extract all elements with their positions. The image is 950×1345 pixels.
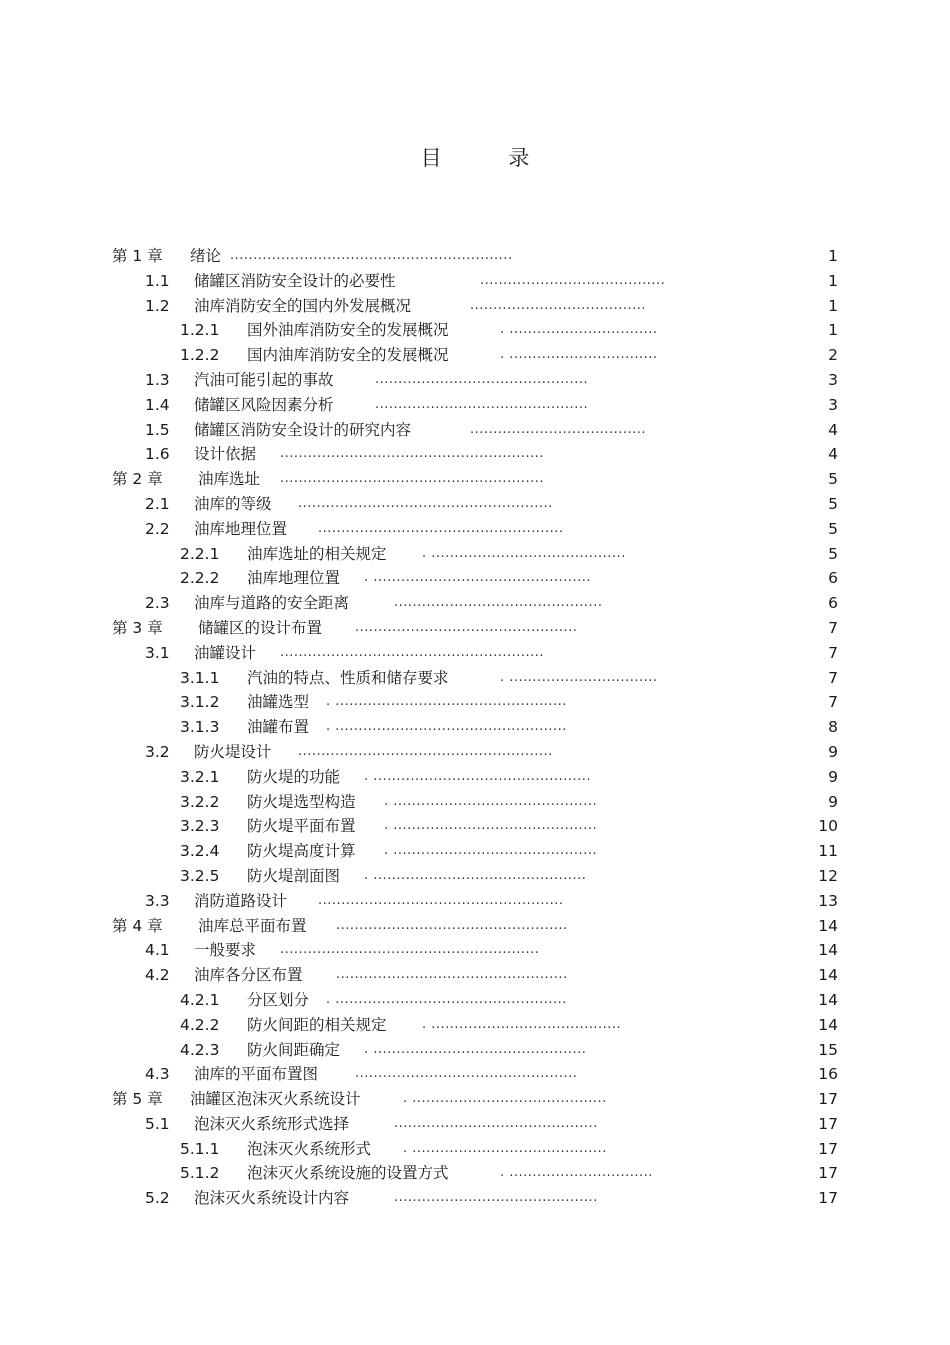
toc-entry-page: 1 <box>828 321 838 340</box>
toc-entry[interactable] <box>0 864 950 889</box>
toc-entry-page: 5 <box>828 519 838 538</box>
toc-entry-number: 4.2.1 <box>180 990 220 1009</box>
toc-entry-number: 1.5 <box>145 420 170 439</box>
toc-entry-title: 储罐区消防安全设计的必要性 <box>194 271 396 290</box>
toc-entry-number: 1.6 <box>145 445 170 464</box>
toc-entry-title: 油罐布置 <box>247 718 310 737</box>
toc-entry-page: 17 <box>818 1164 838 1183</box>
toc-entry-page: 6 <box>828 569 838 588</box>
toc-entry-number: 2.3 <box>145 594 170 613</box>
toc-entry[interactable] <box>0 1087 950 1112</box>
toc-entry-page: 14 <box>818 941 838 960</box>
toc-entry[interactable] <box>0 1038 950 1063</box>
toc-entry-page: 11 <box>818 842 838 861</box>
toc-entry-title: 汽油可能引起的事故 <box>194 370 334 389</box>
toc-entry-page: 3 <box>828 395 838 414</box>
toc-entry-number: 5.1.1 <box>180 1139 220 1158</box>
toc-entry-page: 17 <box>818 1189 838 1208</box>
toc-entry-title: 泡沫灭火系统形式 <box>247 1139 372 1158</box>
toc-dot-leader: ......................................................... <box>280 471 545 487</box>
toc-dot-leader: . ................................ <box>500 669 658 685</box>
toc-entry[interactable] <box>0 1112 950 1137</box>
toc-entry[interactable] <box>0 542 950 567</box>
toc-entry-page: 7 <box>828 618 838 637</box>
toc-entry-page: 8 <box>828 718 838 737</box>
toc-entry-title: 国内油库消防安全的发展概况 <box>247 346 449 365</box>
toc-entry-title: 油库与道路的安全距离 <box>194 594 350 613</box>
toc-entry-page: 6 <box>828 594 838 613</box>
toc-dot-leader: . ............................... <box>500 1165 653 1181</box>
toc-entry-number: 2.2.1 <box>180 544 220 563</box>
toc-entry-title: 油库地理位置 <box>194 519 288 538</box>
toc-entry-number: 3.1.1 <box>180 668 220 687</box>
toc-entry[interactable] <box>0 889 950 914</box>
toc-entry-page: 1 <box>828 271 838 290</box>
toc-dot-leader: .............................................. <box>375 371 589 387</box>
toc-entry-page: 9 <box>828 742 838 761</box>
toc-entry-page: 17 <box>818 1114 838 1133</box>
toc-entry[interactable] <box>0 591 950 616</box>
toc-entry[interactable] <box>0 666 950 691</box>
toc-entry[interactable] <box>0 963 950 988</box>
toc-entry[interactable] <box>0 715 950 740</box>
toc-entry-title: 防火堤剖面图 <box>247 866 341 885</box>
toc-entry-title: 油罐区泡沫灭火系统设计 <box>190 1090 361 1109</box>
toc-dot-leader: ........................................ <box>480 272 666 288</box>
toc-entry-page: 14 <box>818 1015 838 1034</box>
toc-entry[interactable] <box>0 566 950 591</box>
toc-entry-title: 储罐区的设计布置 <box>198 618 323 637</box>
toc-entry-number: 2.2 <box>145 519 170 538</box>
toc-entry[interactable] <box>0 616 950 641</box>
toc-entry-number: 4.3 <box>145 1065 170 1084</box>
toc-entry-page: 16 <box>818 1065 838 1084</box>
toc-dot-leader: . ............................................ <box>384 818 598 834</box>
toc-entry-number: 3.2.5 <box>180 866 220 885</box>
toc-entry-page: 4 <box>828 445 838 464</box>
toc-entry-title: 油库消防安全的国内外发展概况 <box>194 296 412 315</box>
toc-dot-leader: . ............................................... <box>364 768 591 784</box>
toc-dot-leader: . ............................................ <box>384 793 598 809</box>
toc-dot-leader: ............................................ <box>394 1115 598 1131</box>
toc-dot-leader: ...................................... <box>470 421 647 437</box>
toc-entry-title: 消防道路设计 <box>194 891 288 910</box>
toc-dot-leader: . ............................................... <box>364 570 591 586</box>
toc-entry-number: 第 3 章 <box>112 618 163 637</box>
toc-entry-page: 5 <box>828 544 838 563</box>
toc-entry[interactable] <box>0 294 950 319</box>
toc-entry-number: 4.2 <box>145 966 170 985</box>
toc-dot-leader: . .................................................. <box>326 719 567 735</box>
toc-entry-page: 4 <box>828 420 838 439</box>
toc-entry[interactable] <box>0 442 950 467</box>
toc-entry-title: 储罐区消防安全设计的研究内容 <box>194 420 412 439</box>
toc-dot-leader: ..................................................... <box>318 520 564 536</box>
toc-entry-number: 3.2 <box>145 742 170 761</box>
toc-dot-leader: . .......................................... <box>403 1140 607 1156</box>
toc-entry-title: 油库各分区布置 <box>194 966 303 985</box>
toc-entry[interactable] <box>0 988 950 1013</box>
toc-entry-number: 3.3 <box>145 891 170 910</box>
toc-dot-leader: .................................................. <box>336 917 568 933</box>
toc-dot-leader: ............................................. <box>394 595 603 611</box>
toc-entry[interactable] <box>0 418 950 443</box>
toc-entry-number: 1.2.1 <box>180 321 220 340</box>
toc-dot-leader: ............................................................. <box>230 248 513 263</box>
toc-entry-number: 第 1 章 <box>112 247 163 265</box>
toc-entry-title: 一般要求 <box>194 941 257 960</box>
toc-entry-title: 油罐设计 <box>194 643 257 662</box>
toc-entry-title: 绪论 <box>190 247 222 265</box>
toc-entry[interactable] <box>0 318 950 343</box>
toc-entry[interactable] <box>0 814 950 839</box>
toc-entry[interactable] <box>0 517 950 542</box>
toc-entry-page: 13 <box>818 891 838 910</box>
toc-dot-leader: . ......................................... <box>422 1016 622 1032</box>
toc-entry-page: 14 <box>818 966 838 985</box>
toc-entry-number: 3.2.3 <box>180 817 220 836</box>
toc-dot-leader: ............................................ <box>394 1190 598 1206</box>
toc-entry-number: 3.1.3 <box>180 718 220 737</box>
toc-entry-title: 国外油库消防安全的发展概况 <box>247 321 449 340</box>
toc-entry[interactable] <box>0 393 950 418</box>
toc-entry-page: 3 <box>828 370 838 389</box>
toc-entry[interactable] <box>0 368 950 393</box>
toc-entry-title: 防火堤设计 <box>194 742 272 761</box>
toc-entry-number: 4.2.2 <box>180 1015 220 1034</box>
toc-entry-title: 防火堤平面布置 <box>247 817 356 836</box>
toc-entry[interactable] <box>0 1062 950 1087</box>
toc-dot-leader: . ................................ <box>500 322 658 338</box>
toc-entry-number: 1.2.2 <box>180 346 220 365</box>
toc-entry[interactable] <box>0 1186 950 1211</box>
toc-entry-page: 9 <box>828 767 838 786</box>
toc-dot-leader: ..................................................... <box>318 892 564 908</box>
toc-entry[interactable] <box>0 1013 950 1038</box>
toc-entry-page: 5 <box>828 494 838 513</box>
toc-entry[interactable] <box>0 839 950 864</box>
toc-dot-leader: ....................................................... <box>298 743 553 759</box>
toc-entry-page: 5 <box>828 470 838 489</box>
toc-entry[interactable] <box>0 641 950 666</box>
toc-entry-title: 油库的平面布置图 <box>194 1065 319 1084</box>
toc-entry-title: 防火间距的相关规定 <box>247 1015 387 1034</box>
toc-entry-number: 4.1 <box>145 941 170 960</box>
toc-entry-page: 10 <box>818 817 838 836</box>
toc-dot-leader: . ............................................ <box>384 843 598 859</box>
toc-entry-page: 7 <box>828 643 838 662</box>
toc-entry[interactable] <box>0 1161 950 1186</box>
toc-entry-number: 第 4 章 <box>112 916 163 935</box>
toc-dot-leader: . .......................................... <box>403 1091 607 1107</box>
toc-entry-number: 3.2.1 <box>180 767 220 786</box>
toc-entry-page: 7 <box>828 668 838 687</box>
toc-entry-title: 油库总平面布置 <box>198 916 307 935</box>
toc-entry-title: 油库选址的相关规定 <box>247 544 387 563</box>
toc-entry-number: 1.1 <box>145 271 170 290</box>
toc-dot-leader: ........................................................ <box>280 942 540 958</box>
toc-entry-number: 1.3 <box>145 370 170 389</box>
toc-dot-leader: ....................................................... <box>298 495 553 511</box>
toc-entry-number: 第 2 章 <box>112 470 163 489</box>
toc-entry-title: 防火堤的功能 <box>247 767 341 786</box>
toc-entry[interactable] <box>0 467 950 492</box>
toc-entry-title: 设计依据 <box>194 445 257 464</box>
toc-entry[interactable] <box>0 492 950 517</box>
toc-entry-title: 防火间距确定 <box>247 1040 341 1059</box>
toc-entry[interactable] <box>0 690 950 715</box>
toc-entry-page: 14 <box>818 916 838 935</box>
toc-entry-title: 油库选址 <box>198 470 261 489</box>
toc-entry-number: 2.2.2 <box>180 569 220 588</box>
toc-entry-title: 油库的等级 <box>194 494 272 513</box>
toc-entry-number: 4.2.3 <box>180 1040 220 1059</box>
toc-entry-page: 14 <box>818 990 838 1009</box>
toc-dot-leader: ......................................................... <box>280 446 545 462</box>
toc-entry[interactable] <box>0 938 950 963</box>
toc-entry-number: 1.4 <box>145 395 170 414</box>
toc-entry-number: 3.1 <box>145 643 170 662</box>
toc-dot-leader: ...................................... <box>470 297 647 313</box>
toc-dot-leader: . .............................................. <box>364 1041 587 1057</box>
toc-entry-page: 9 <box>828 792 838 811</box>
toc-entry-title: 油罐选型 <box>247 693 310 712</box>
toc-entry-page: 17 <box>818 1090 838 1109</box>
toc-dot-leader: ......................................................... <box>280 644 545 660</box>
toc-entry-title: 泡沫灭火系统形式选择 <box>194 1114 350 1133</box>
toc-entry[interactable] <box>0 790 950 815</box>
toc-entry-title: 油库地理位置 <box>247 569 341 588</box>
page-title: 目 录 <box>420 146 560 170</box>
toc-entry-number: 5.1.2 <box>180 1164 220 1183</box>
toc-entry-page: 17 <box>818 1139 838 1158</box>
toc-entry-number: 5.2 <box>145 1189 170 1208</box>
toc-entry-page: 15 <box>818 1040 838 1059</box>
toc-entry-title: 储罐区风险因素分析 <box>194 395 334 414</box>
toc-entry-title: 汽油的特点、性质和储存要求 <box>247 668 449 687</box>
toc-entry-title: 泡沫灭火系统设计内容 <box>194 1189 350 1208</box>
toc-entry-number: 3.2.2 <box>180 792 220 811</box>
toc-dot-leader: .............................................. <box>375 396 589 412</box>
toc-entry-page: 1 <box>828 247 838 265</box>
toc-dot-leader: ................................................ <box>355 619 578 635</box>
toc-dot-leader: . ................................ <box>500 347 658 363</box>
toc-dot-leader: . .............................................. <box>364 867 587 883</box>
toc-dot-leader: . .................................................. <box>326 694 567 710</box>
toc-entry-title: 泡沫灭火系统设施的设置方式 <box>247 1164 449 1183</box>
toc-entry-number: 3.2.4 <box>180 842 220 861</box>
toc-entry-title: 分区划分 <box>247 990 310 1009</box>
toc-entry-page: 12 <box>818 866 838 885</box>
toc-entry[interactable] <box>0 244 950 269</box>
toc-entry-page: 1 <box>828 296 838 315</box>
toc-entry-number: 3.1.2 <box>180 693 220 712</box>
toc-dot-leader: .................................................. <box>336 967 568 983</box>
toc-entry-number: 1.2 <box>145 296 170 315</box>
toc-entry-number: 5.1 <box>145 1114 170 1133</box>
toc-entry[interactable] <box>0 1137 950 1162</box>
toc-entry[interactable] <box>0 343 950 368</box>
toc-entry[interactable] <box>0 740 950 765</box>
toc-entry-page: 2 <box>828 346 838 365</box>
toc-entry-title: 防火堤选型构造 <box>247 792 356 811</box>
toc-entry[interactable] <box>0 765 950 790</box>
toc-entry-title: 防火堤高度计算 <box>247 842 356 861</box>
toc-entry[interactable] <box>0 914 950 939</box>
table-of-contents <box>0 244 950 1211</box>
toc-dot-leader: . .......................................... <box>422 545 626 561</box>
toc-dot-leader: . .................................................. <box>326 991 567 1007</box>
toc-dot-leader: ................................................ <box>355 1066 578 1082</box>
toc-entry-page: 7 <box>828 693 838 712</box>
toc-entry-number: 第 5 章 <box>112 1090 163 1109</box>
toc-entry[interactable] <box>0 269 950 294</box>
toc-entry-number: 2.1 <box>145 494 170 513</box>
